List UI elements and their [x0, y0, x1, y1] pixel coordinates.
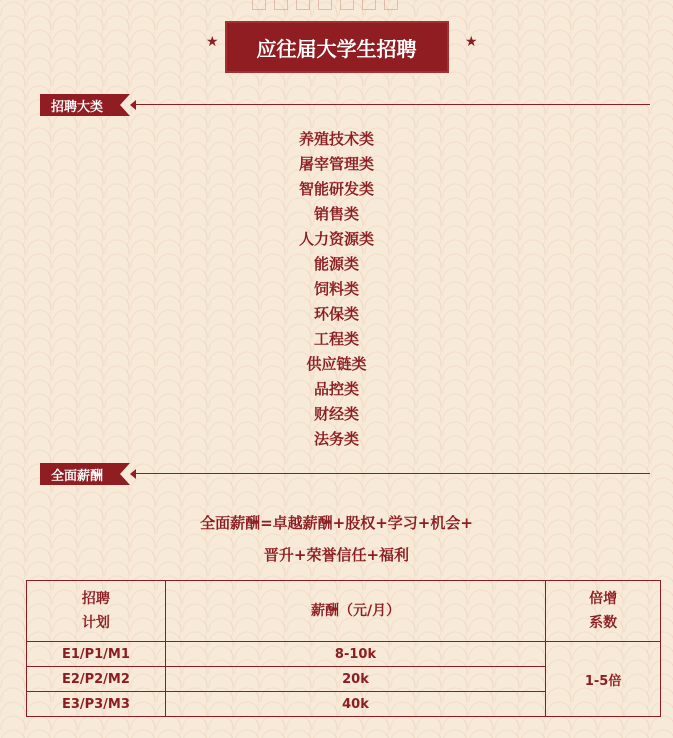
deco-mark	[384, 0, 398, 10]
category-list	[0, 127, 673, 452]
cell-plan: E2/P2/M2	[27, 667, 166, 692]
category-item: 品控类	[313, 380, 359, 398]
section-divider	[134, 104, 650, 105]
category-item: 养殖技术类	[298, 130, 374, 148]
cell-multiplier: 1-5倍	[546, 642, 661, 717]
header-multiplier	[546, 581, 661, 642]
category-item: 法务类	[313, 430, 359, 448]
category-item: 工程类	[313, 330, 359, 348]
cell-salary: 20k	[165, 667, 545, 692]
deco-mark	[362, 0, 376, 10]
category-item: 饲料类	[313, 280, 359, 298]
title-banner	[0, 21, 673, 73]
header-multiplier-line2: 系数	[589, 615, 618, 631]
category-item: 智能研发类	[298, 180, 374, 198]
category-item: 销售类	[313, 205, 359, 223]
section-header-salary	[40, 463, 650, 485]
star-icon-right: ★	[465, 34, 478, 50]
section-divider	[134, 473, 650, 474]
section-header-categories	[40, 94, 650, 116]
cell-salary: 40k	[165, 692, 545, 717]
deco-mark	[252, 0, 266, 10]
category-item: 屠宰管理类	[298, 155, 374, 173]
table-row	[27, 642, 661, 667]
category-item: 环保类	[313, 305, 359, 323]
table-header-row	[27, 581, 661, 642]
header-plan-line2: 计划	[81, 615, 110, 631]
deco-mark	[340, 0, 354, 10]
cell-plan: E1/P1/M1	[27, 642, 166, 667]
category-item: 财经类	[313, 405, 359, 423]
header-multiplier-line1: 倍增	[589, 591, 618, 607]
arrow-icon	[130, 100, 136, 110]
deco-mark	[274, 0, 288, 10]
header-plan	[27, 581, 166, 642]
cell-salary: 8-10k	[165, 642, 545, 667]
page-title: 应往届大学生招聘	[225, 21, 449, 73]
top-decoration	[252, 0, 422, 12]
category-item: 人力资源类	[298, 230, 374, 248]
salary-table	[26, 580, 661, 717]
section-tag-categories: 招聘大类	[40, 94, 130, 116]
deco-mark	[296, 0, 310, 10]
salary-formula-line2: 晋升+荣誉信任+福利	[263, 546, 410, 564]
tag-notch	[120, 94, 130, 116]
section-tag-salary: 全面薪酬	[40, 463, 130, 485]
deco-mark	[318, 0, 332, 10]
category-item: 能源类	[313, 255, 359, 273]
arrow-icon	[130, 469, 136, 479]
header-salary: 薪酬（元/月）	[165, 581, 545, 642]
header-plan-line1: 招聘	[81, 591, 110, 607]
salary-formula-line1: 全面薪酬=卓越薪酬+股权+学习+机会+	[200, 514, 473, 532]
category-item: 供应链类	[306, 355, 367, 373]
star-icon-left: ★	[206, 34, 219, 50]
cell-plan: E3/P3/M3	[27, 692, 166, 717]
tag-notch	[120, 463, 130, 485]
